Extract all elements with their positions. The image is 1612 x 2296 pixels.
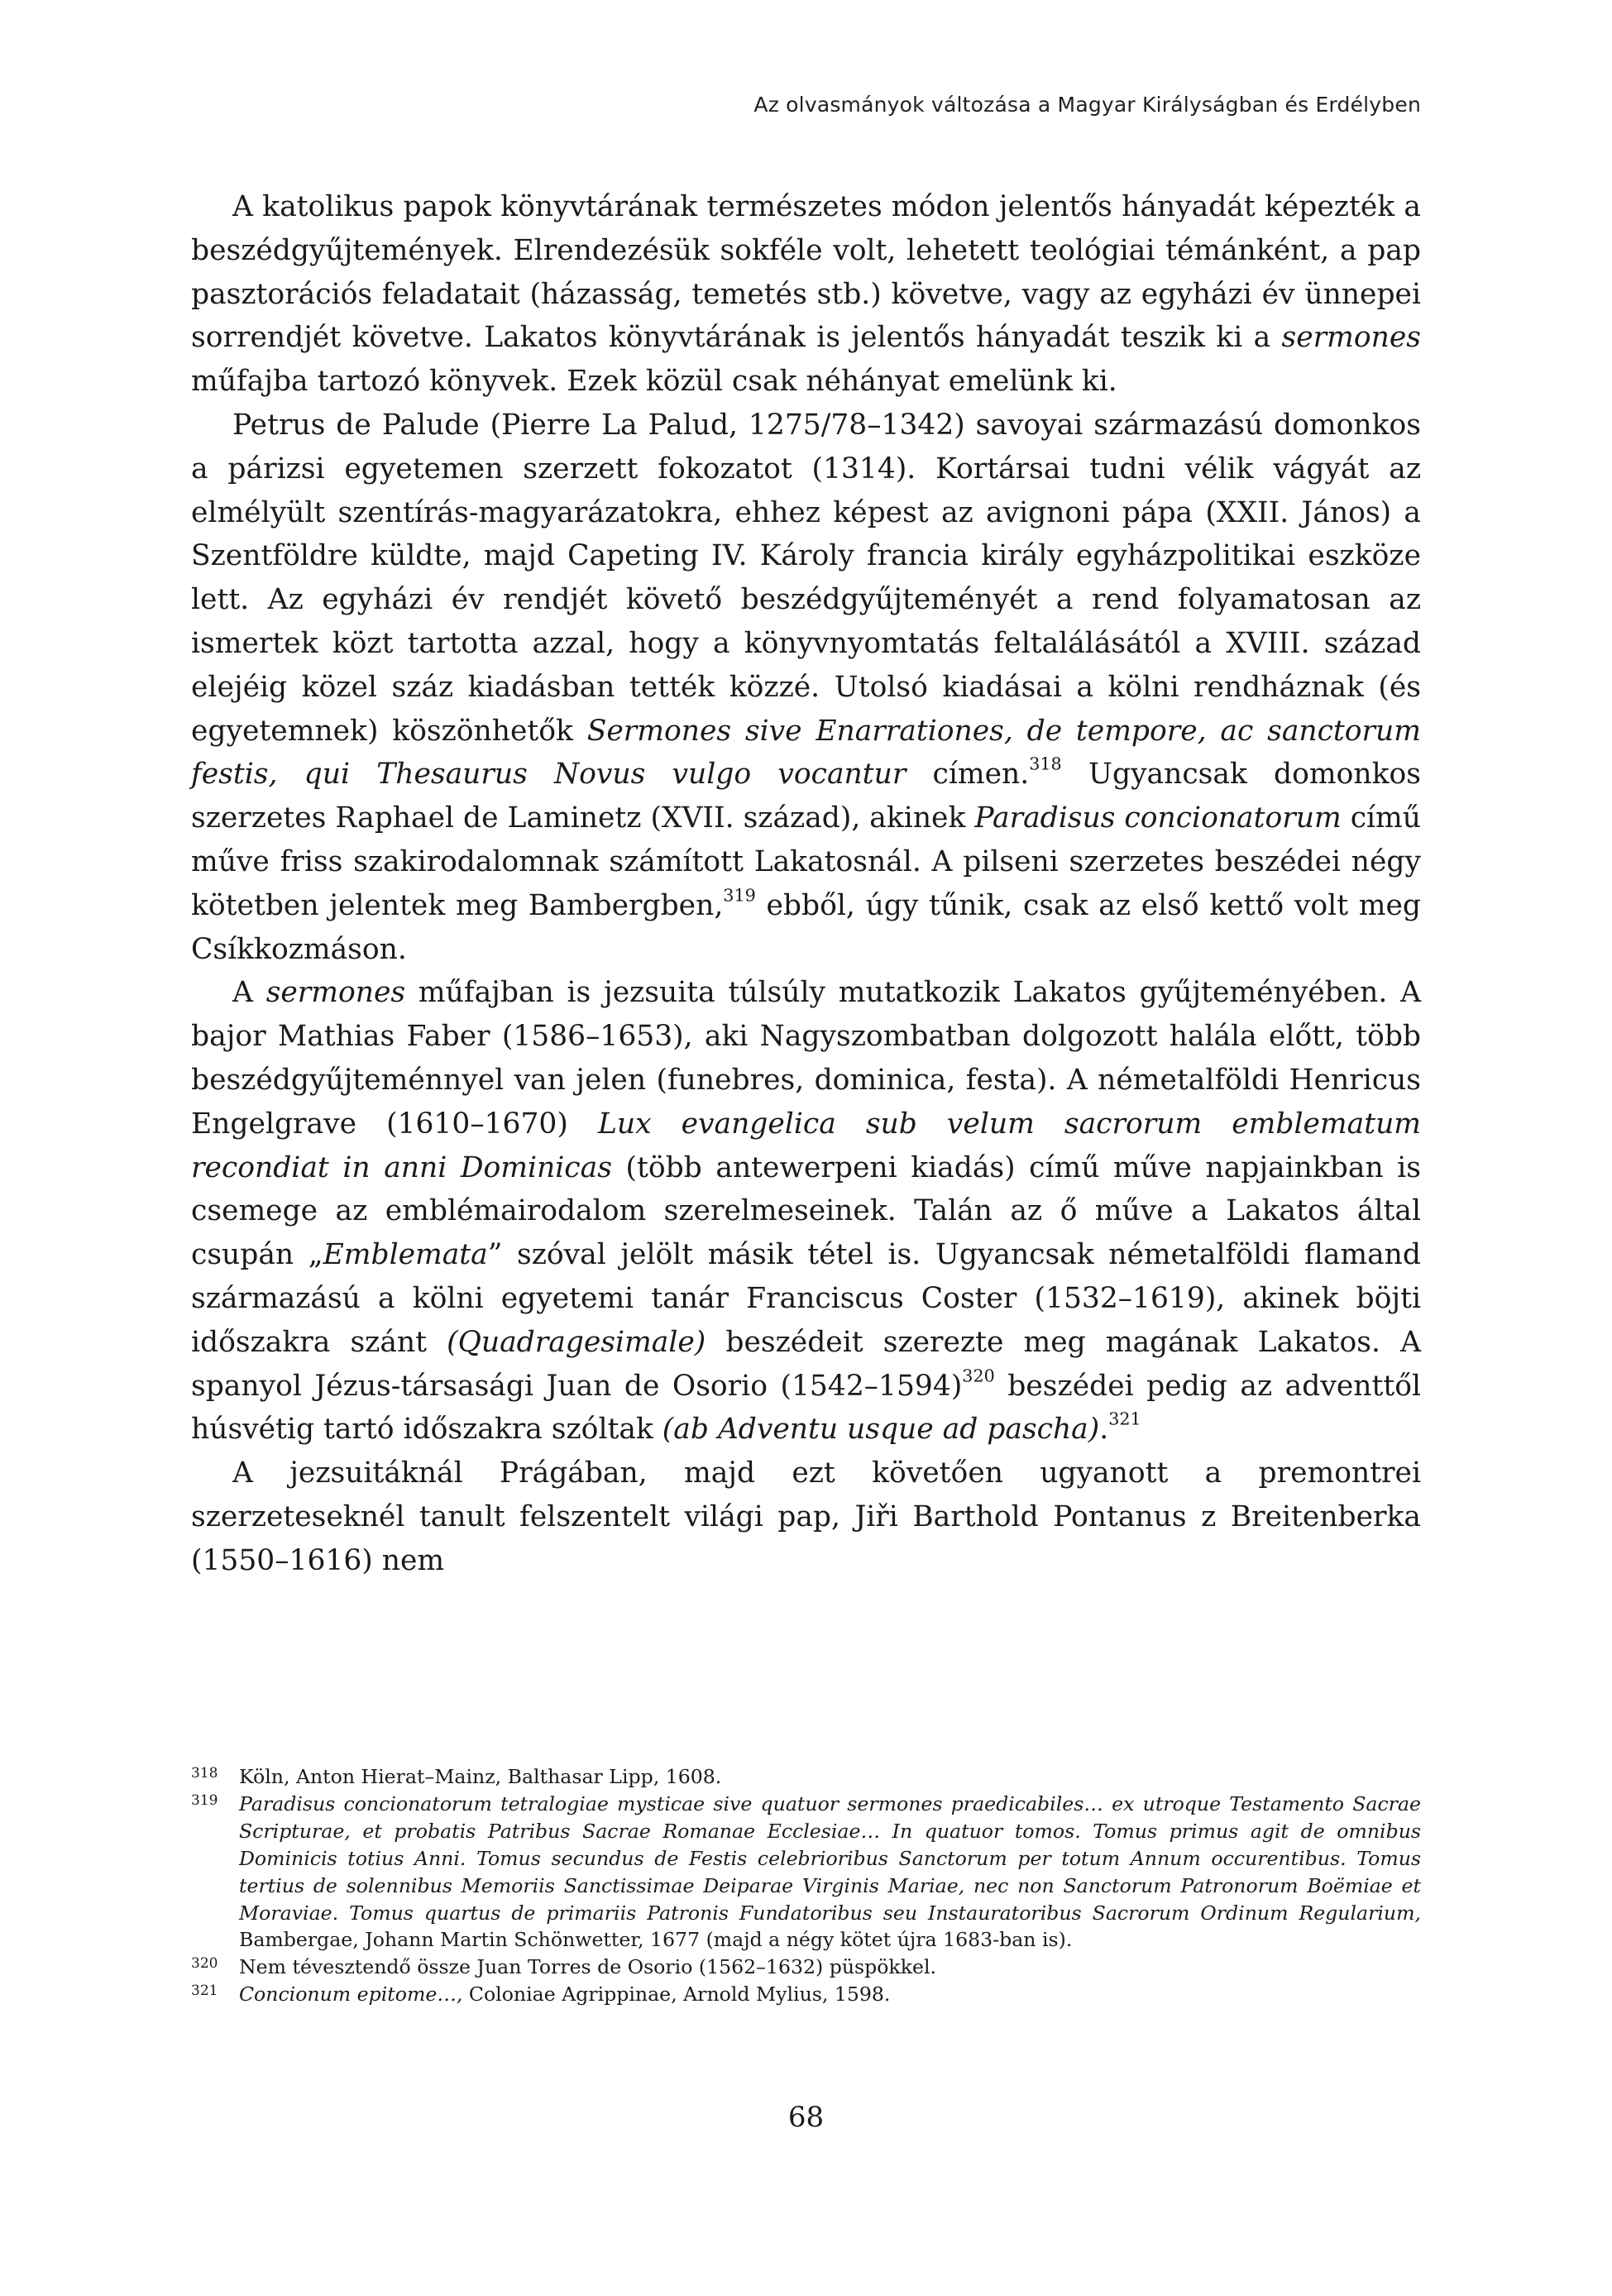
running-head: Az olvasmányok változása a Magyar Királyságban és Erdélyben <box>753 93 1421 117</box>
italic-term: (ab Adventu usque ad pascha) <box>662 1413 1100 1447</box>
footnote-text: Coloniae Agrippinae, Arnold Mylius, 1598. <box>462 1983 891 2007</box>
footnote-italic-title: Concionum epitome…, <box>239 1983 463 2007</box>
text-run: A jezsuitáknál Prágában, majd ezt követően ugyanott a premontrei szerzeteseknél tanult felszentelt világi pap, Jiři Barthold Pontanus z Breitenberka (1550–1616) nem <box>191 1457 1421 1577</box>
text-run: Petrus de Palude (Pierre La Palud, 1275/78–1342) savoyai származású domonkos a párizsi egyetemen szerzett fokozatot (1314). Kortársai tudni vélik vágyát az elmélyült szentírás-magyarázatokra, ehhez képest az avignoni pápa (XXII. János) a Szentföldre küldte, majd Capeting IV. Károly francia király egyházpolitikai eszköze lett. Az egyházi év rendjét követő beszédgyűjteményét a rend folyamatosan az ismertek közt tartotta azzal, hogy a könyvnyomtatás feltalálásától a XVIII. század elejéig közel száz kiadásban tették közzé. Utolsó kiadásai a kölni rendháznak (és egyetemnek) köszönhetők <box>191 408 1421 748</box>
footnote-number: 318 <box>191 1765 218 1782</box>
footnote <box>191 1981 1421 2008</box>
text-run: A <box>232 976 266 1010</box>
footnote-ref-321[interactable]: 321 <box>1108 1409 1141 1429</box>
italic-term: sermones <box>265 976 406 1010</box>
paragraph <box>191 1452 1421 1582</box>
text-run: ebből, úgy tűnik, csak az első kettő volt meg Csíkkozmáson. <box>191 888 1421 966</box>
text-run: műfajba tartozó könyvek. Ezek közül csak néhányat emelünk ki. <box>191 365 1117 399</box>
paragraph <box>191 971 1421 1452</box>
footnote-ref-318[interactable]: 318 <box>1029 753 1062 774</box>
footnote-text: Bambergae, Johann Martin Schönwetter, 1677 (majd a négy kötet újra 1683-ban is). <box>239 1928 1073 1952</box>
footnote <box>191 1791 1421 1954</box>
italic-title: Lux evangelica sub velum sacrorum emblematum recondiat in anni Dominicas <box>191 1107 1421 1184</box>
footnote-italic-title: Paradisus concionatorum tetralogiae mysticae sive quatuor sermones praedicabiles… ex utroque Testamento Sacrae Scripturae, et probatis Patribus Sacrae Romanae Ecclesiae… In quatuor tomos. Tomus primus agit de omnibus Dominicis totius Anni. Tomus secundus de Festis celebrioribus Sanctorum per totum Annum occurentibus. Tomus tertius de solennibus Memoriis Sanctissimae Deiparae Virginis Mariae, nec non Sanctorum Patronorum Boëmiae et Moraviae. Tomus quartus de primariis Patronis Fundatoribus seu Instauratoribus Sacrorum Ordinum Regularium, <box>239 1791 1421 1925</box>
italic-term: (Quadragesimale) <box>447 1325 706 1359</box>
footnote-number: 320 <box>191 1955 218 1973</box>
text-run: ” szóval jelölt másik tétel is. Ugyancsak németalföldi flamand származású a kölni egyetemi tanár Franciscus Coster (1532–1619), akinek böjti időszakra szánt <box>191 1238 1421 1359</box>
footnote-number: 321 <box>191 1983 218 2000</box>
footnote-ref-319[interactable]: 319 <box>723 885 756 906</box>
italic-term: sermones <box>1281 321 1421 355</box>
text-run: (több antewerpeni kiadás) című műve napjainkban is csemege az emblémairodalom szerelmeseinek. Talán az ő műve a Lakatos által csupán „ <box>191 1150 1421 1272</box>
italic-title: Sermones sive Enarrationes, de tempore, ac sanctorum festis, qui Thesaurus Novus vulgo vocantur <box>191 714 1421 792</box>
text-run: beszédeit szerezte meg magának Lakatos. A spanyol Jézus-társasági Juan de Osorio (1542–1594) <box>191 1325 1421 1403</box>
footnotes <box>191 1763 1421 2008</box>
italic-title: Paradisus concionatorum <box>974 801 1342 835</box>
text-run: című műve friss szakirodalomnak számított Lakatosnál. A pilseni szerzetes beszédei négy kötetben jelentek meg Bambergben, <box>191 801 1421 922</box>
footnote-text: Nem tévesztendő össze Juan Torres de Osorio (1562–1632) püspökkel. <box>239 1955 937 1979</box>
page-number: 68 <box>787 2101 825 2134</box>
footnote-ref-320[interactable]: 320 <box>962 1365 995 1385</box>
paragraph <box>191 185 1421 404</box>
body-text <box>191 185 1421 1583</box>
text-run: címen. <box>906 758 1030 792</box>
text-run: beszédei pedig az adventtől húsvétig tartó időszakra szóltak <box>191 1369 1421 1447</box>
paragraph <box>191 404 1421 971</box>
text-run: Ugyancsak domonkos szerzetes Raphael de Laminetz (XVII. század), akinek <box>191 758 1421 835</box>
footnote <box>191 1763 1421 1791</box>
footnote <box>191 1954 1421 1981</box>
footnote-number: 319 <box>191 1791 218 1809</box>
text-run: A katolikus papok könyvtárának természetes módon jelentős hányadát képezték a beszédgyűjtemények. Elrendezésük sokféle volt, lehetett teológiai témánként, a pap pasztorációs feladatait (házasság, temetés stb.) követve, vagy az egyházi év ünnepei sorrendjét követve. Lakatos könyvtárának is jelentős hányadát teszik ki a <box>191 190 1421 355</box>
text-run: műfajban is jezsuita túlsúly mutatkozik Lakatos gyűjteményében. A bajor Mathias Faber (1586–1653), aki Nagyszombatban dolgozott halála előtt, több beszédgyűjteménnyel van jelen (funebres, dominica, festa). A németalföldi Henricus Engelgrave (1610–1670) <box>191 976 1421 1141</box>
footnote-text: Köln, Anton Hierat–Mainz, Balthasar Lipp, 1608. <box>239 1765 722 1788</box>
italic-term: Emblemata <box>323 1238 488 1272</box>
text-run: . <box>1099 1413 1109 1447</box>
